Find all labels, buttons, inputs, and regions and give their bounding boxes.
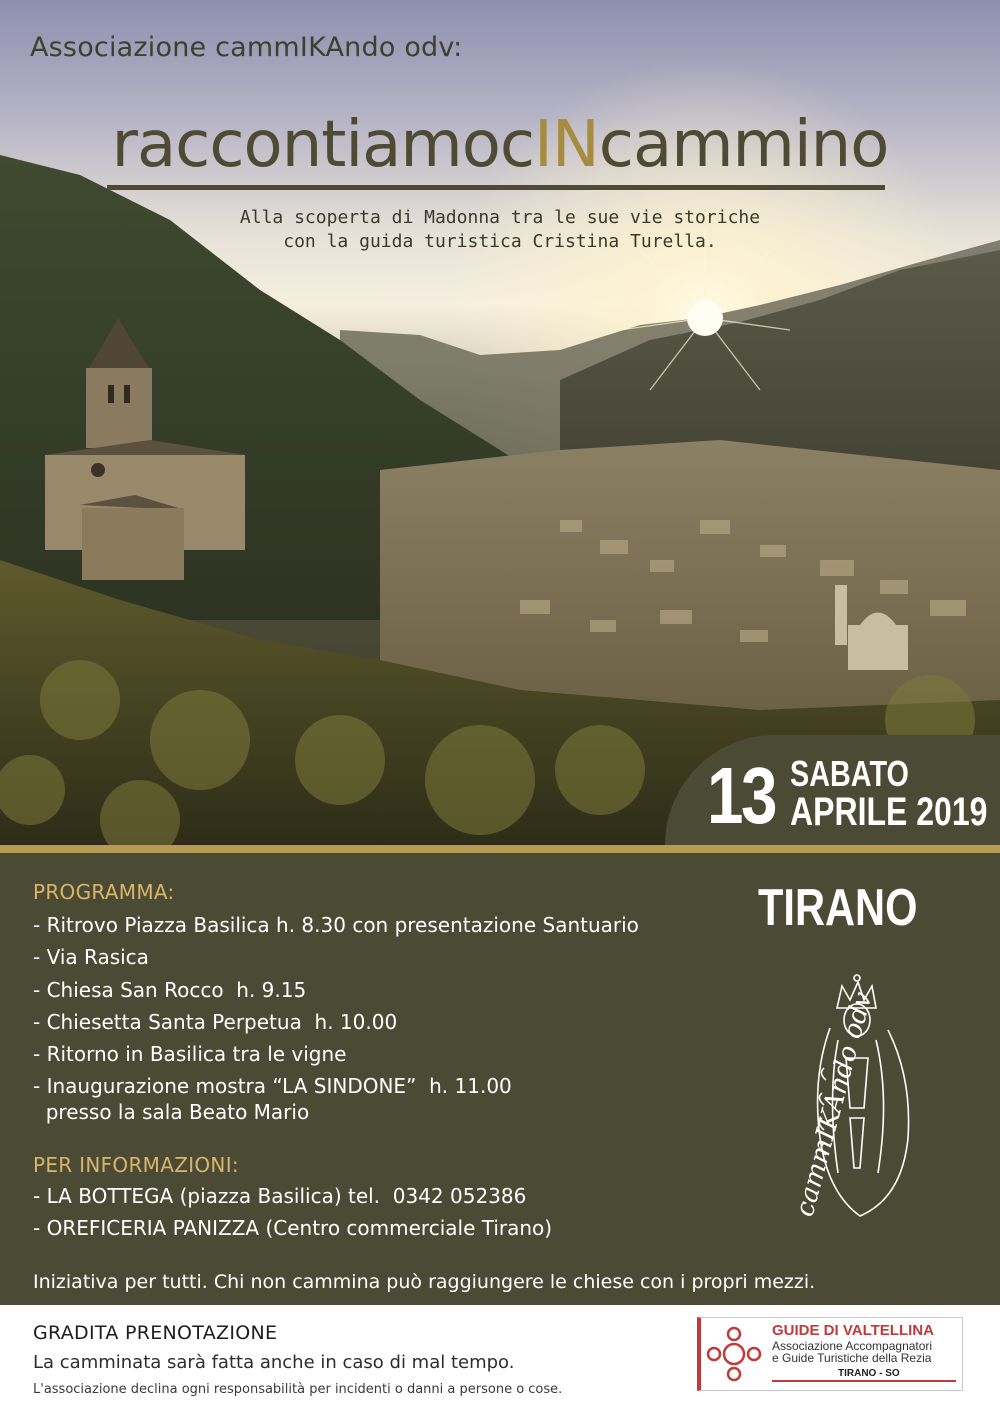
association-name: Associazione cammIKAndo odv:: [30, 32, 463, 63]
guide-org-description: [772, 1340, 932, 1364]
subtitle-line-1: Alla scoperta di Madonna tra le sue vie storiche: [239, 207, 761, 228]
program-item: - Inaugurazione mostra “LA SINDONE” h. 11.00: [33, 1074, 512, 1098]
info-item: - OREFICERIA PANIZZA (Centro commerciale Tirano): [33, 1216, 553, 1240]
title-underline: [107, 185, 885, 190]
info-item: - LA BOTTEGA (piazza Basilica) tel. 0342 052386: [33, 1184, 527, 1208]
subtitle-line-2: con la guida turistica Cristina Turella.: [283, 231, 717, 252]
booking-note: GRADITA PRENOTAZIONE: [33, 1322, 278, 1344]
city-name: TIRANO: [758, 879, 918, 937]
program-item: presso la sala Beato Mario: [33, 1100, 310, 1124]
madonna-mascot-logo: [742, 968, 942, 1228]
event-subtitle: [0, 206, 1000, 254]
title-highlight: IN: [534, 108, 599, 182]
gold-divider: [0, 845, 1000, 853]
guide-org-name: GUIDE DI VALTELLINA: [772, 1322, 934, 1339]
guide-emblem-icon: [702, 1322, 766, 1386]
title-part1: raccontiamoc: [111, 108, 535, 182]
weather-note: La camminata sarà fatta anche in caso di mal tempo.: [33, 1352, 515, 1373]
liability-disclaimer: L'associazione declina ogni responsabilità per incidenti o danni a persone o cose.: [33, 1382, 563, 1397]
title-part2: cammino: [598, 108, 889, 182]
program-item: - Chiesa San Rocco h. 9.15: [33, 978, 307, 1002]
program-item: - Chiesetta Santa Perpetua h. 10.00: [33, 1010, 398, 1034]
info-heading: PER INFORMAZIONI:: [33, 1153, 239, 1177]
guide-red-rule: [772, 1380, 956, 1382]
date-weekday: SABATO: [790, 753, 909, 794]
event-tagline: Iniziativa per tutti. Chi non cammina può raggiungere le chiese con i propri mezzi.: [33, 1271, 816, 1293]
guide-org-line-1: Associazione Accompagnatori: [772, 1339, 933, 1353]
program-item: - Via Rasica: [33, 945, 149, 969]
date-day: 13: [707, 751, 776, 840]
guide-org-line-2: e Guide Turistiche della Rezia: [772, 1351, 932, 1365]
event-title: [0, 108, 1000, 182]
mascot-text: cammIKAndo odv: [789, 988, 879, 1220]
date-month-year: APRILE 2019: [790, 790, 988, 834]
program-heading: PROGRAMMA:: [33, 880, 175, 904]
program-item: - Ritorno in Basilica tra le vigne: [33, 1042, 347, 1066]
program-item: - Ritrovo Piazza Basilica h. 8.30 con presentazione Santuario: [33, 913, 639, 937]
guide-org-city: TIRANO - SO: [838, 1368, 900, 1379]
